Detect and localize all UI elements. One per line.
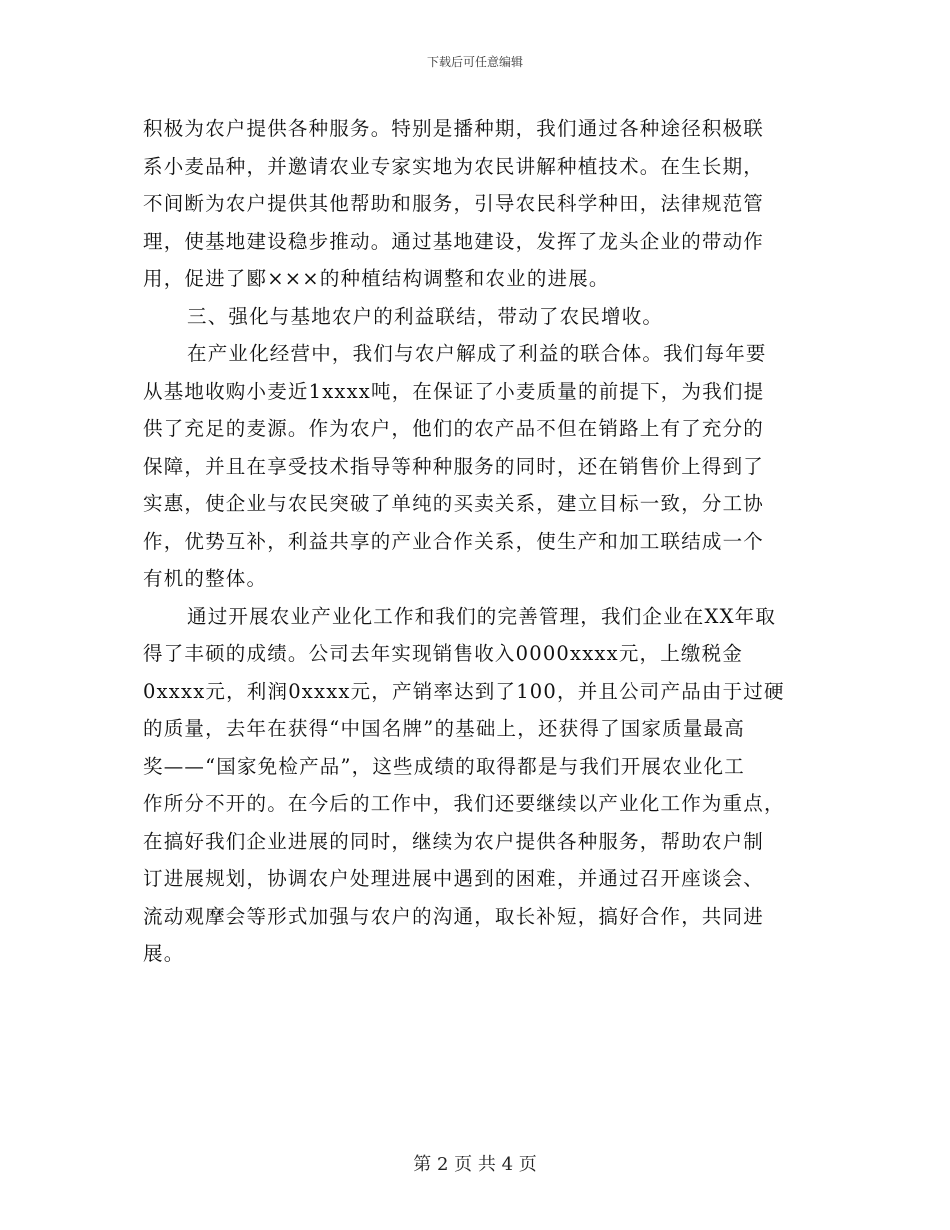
text-line: 用，促进了郾×××的种植结构调整和农业的进展。 bbox=[143, 267, 610, 290]
text-line: 得了丰硕的成绩。公司去年实现销售收入0000xxxx元，上缴税金 bbox=[143, 642, 744, 665]
text-line: 理，使基地建设稳步推动。通过基地建设，发挥了龙头企业的带动作 bbox=[143, 229, 765, 253]
page-number-footer: 第 2 页 共 4 页 bbox=[413, 1154, 537, 1175]
document-body bbox=[143, 110, 807, 973]
text-line: 不间断为农户提供其他帮助和服务，引导农民科学种田，法律规范管 bbox=[143, 192, 765, 215]
text-line: 在搞好我们企业进展的同时，继续为农户提供各种服务，帮助农户制 bbox=[143, 829, 765, 853]
text-line: 0xxxx元，利润0xxxx元，产销率达到了100，并且公司产品由于过硬 bbox=[143, 679, 785, 703]
text-line: 作所分不开的。在今后的工作中，我们还要继续以产业化工作为重点， bbox=[143, 792, 785, 815]
paragraph-start-line: 通过开展农业产业化工作和我们的完善管理，我们企业在XX年取 bbox=[187, 604, 777, 628]
text-line: 保障，并且在享受技术指导等种种服务的同时，还在销售价上得到了 bbox=[143, 454, 765, 478]
section-heading: 三、强化与基地农户的利益联结，带动了农民增收。 bbox=[187, 304, 664, 328]
text-line: 奖——“国家免检产品”，这些成绩的取得都是与我们开展农业化工 bbox=[143, 754, 745, 778]
text-line: 供了充足的麦源。作为农户，他们的农产品不但在销路上有了充分的 bbox=[143, 417, 765, 440]
text-line: 展。 bbox=[143, 942, 185, 965]
text-line: 有机的整体。 bbox=[143, 567, 268, 590]
paragraph-start-line: 在产业化经营中，我们与农户解成了利益的联合体。我们每年要 bbox=[187, 342, 767, 365]
page-header: 下载后可任意编辑 bbox=[426, 55, 523, 69]
text-line: 订进展规划，协调农户处理进展中遇到的困难，并通过召开座谈会、 bbox=[143, 867, 765, 890]
text-line: 从基地收购小麦近1xxxx吨，在保证了小麦质量的前提下，为我们提 bbox=[143, 379, 765, 403]
text-line: 积极为农户提供各种服务。特别是播种期，我们通过各种途径积极联 bbox=[143, 117, 765, 140]
text-line: 流动观摩会等形式加强与农户的沟通，取长补短，搞好合作，共同进 bbox=[143, 904, 765, 928]
text-line: 作，优势互补，利益共享的产业合作关系，使生产和加工联结成一个 bbox=[143, 529, 765, 553]
text-line: 的质量，去年在获得“中国名牌”的基础上，还获得了国家质量最高 bbox=[143, 717, 745, 740]
text-line: 系小麦品种，并邀请农业专家实地为农民讲解种植技术。在生长期， bbox=[143, 154, 765, 178]
text-line: 实惠，使企业与农民突破了单纯的买卖关系，建立目标一致，分工协 bbox=[143, 492, 765, 515]
